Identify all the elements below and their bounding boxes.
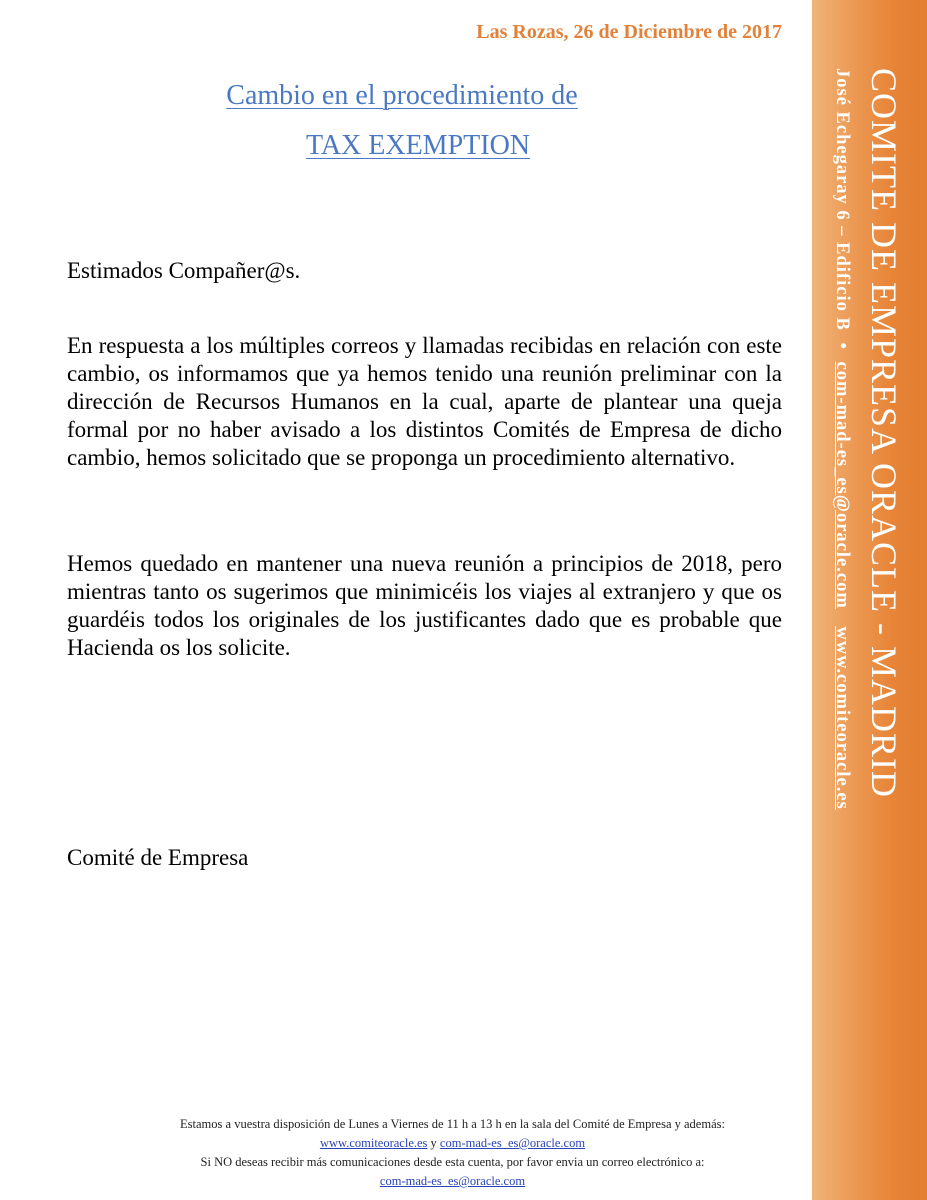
- signature: Comité de Empresa: [67, 845, 249, 870]
- salutation: Estimados Compañer@s.: [67, 258, 301, 283]
- footer-and: y: [430, 1136, 437, 1150]
- footer-links: [0, 1134, 905, 1153]
- sidebar-title: COMITE DE EMPRESA ORACLE - MADRID: [864, 68, 904, 799]
- bullet-separator-icon: •: [832, 342, 852, 350]
- sidebar-website-link[interactable]: www.comiteoracle.es: [832, 626, 852, 810]
- footer-unsubscribe-text: Si NO deseas recibir más comunicaciones desde esta cuenta, por favor envia un correo electrónico a:: [200, 1155, 705, 1169]
- body-paragraph-2: Hemos quedado en mantener una nueva reunión a principios de 2018, pero mientras tanto os sugerimos que minimicéis los viajes al extranjero y que os guardéis todos los originales de los justificantes dado que es probable que Hacienda os los solicite.: [67, 551, 782, 660]
- letter-title-line1: Cambio en el procedimiento de: [226, 80, 578, 111]
- body-paragraph-1: En respuesta a los múltiples correos y llamadas recibidas en relación con este cambio, os informamos que ya hemos tenido una reunión preliminar con la dirección de Recursos Humanos en la cual, aparte de plantear una queja formal por no haber avisado a los distintos Comités de Empresa de dicho cambio, hemos solicitado que se proponga un procedimiento alternativo.: [67, 333, 782, 470]
- letter-title-line2: TAX EXEMPTION: [305, 130, 531, 161]
- sidebar-address: José Echegaray 6 – Edificio B: [832, 68, 852, 331]
- sidebar-email-link[interactable]: com-mad-es_es@oracle.com: [832, 361, 852, 609]
- sidebar-address-line: [831, 68, 852, 810]
- footer: [0, 1115, 905, 1191]
- footer-email-link[interactable]: com-mad-es_es@oracle.com: [439, 1136, 586, 1150]
- footer-availability: Estamos a vuestra disposición de Lunes a Viernes de 11 h a 13 h en la sala del Comité de Empresa y además:: [180, 1117, 725, 1131]
- footer-unsubscribe-email-link[interactable]: com-mad-es_es@oracle.com: [379, 1174, 526, 1188]
- letter-date: Las Rozas, 26 de Diciembre de 2017: [476, 21, 782, 43]
- footer-website-link[interactable]: www.comiteoracle.es: [319, 1136, 428, 1150]
